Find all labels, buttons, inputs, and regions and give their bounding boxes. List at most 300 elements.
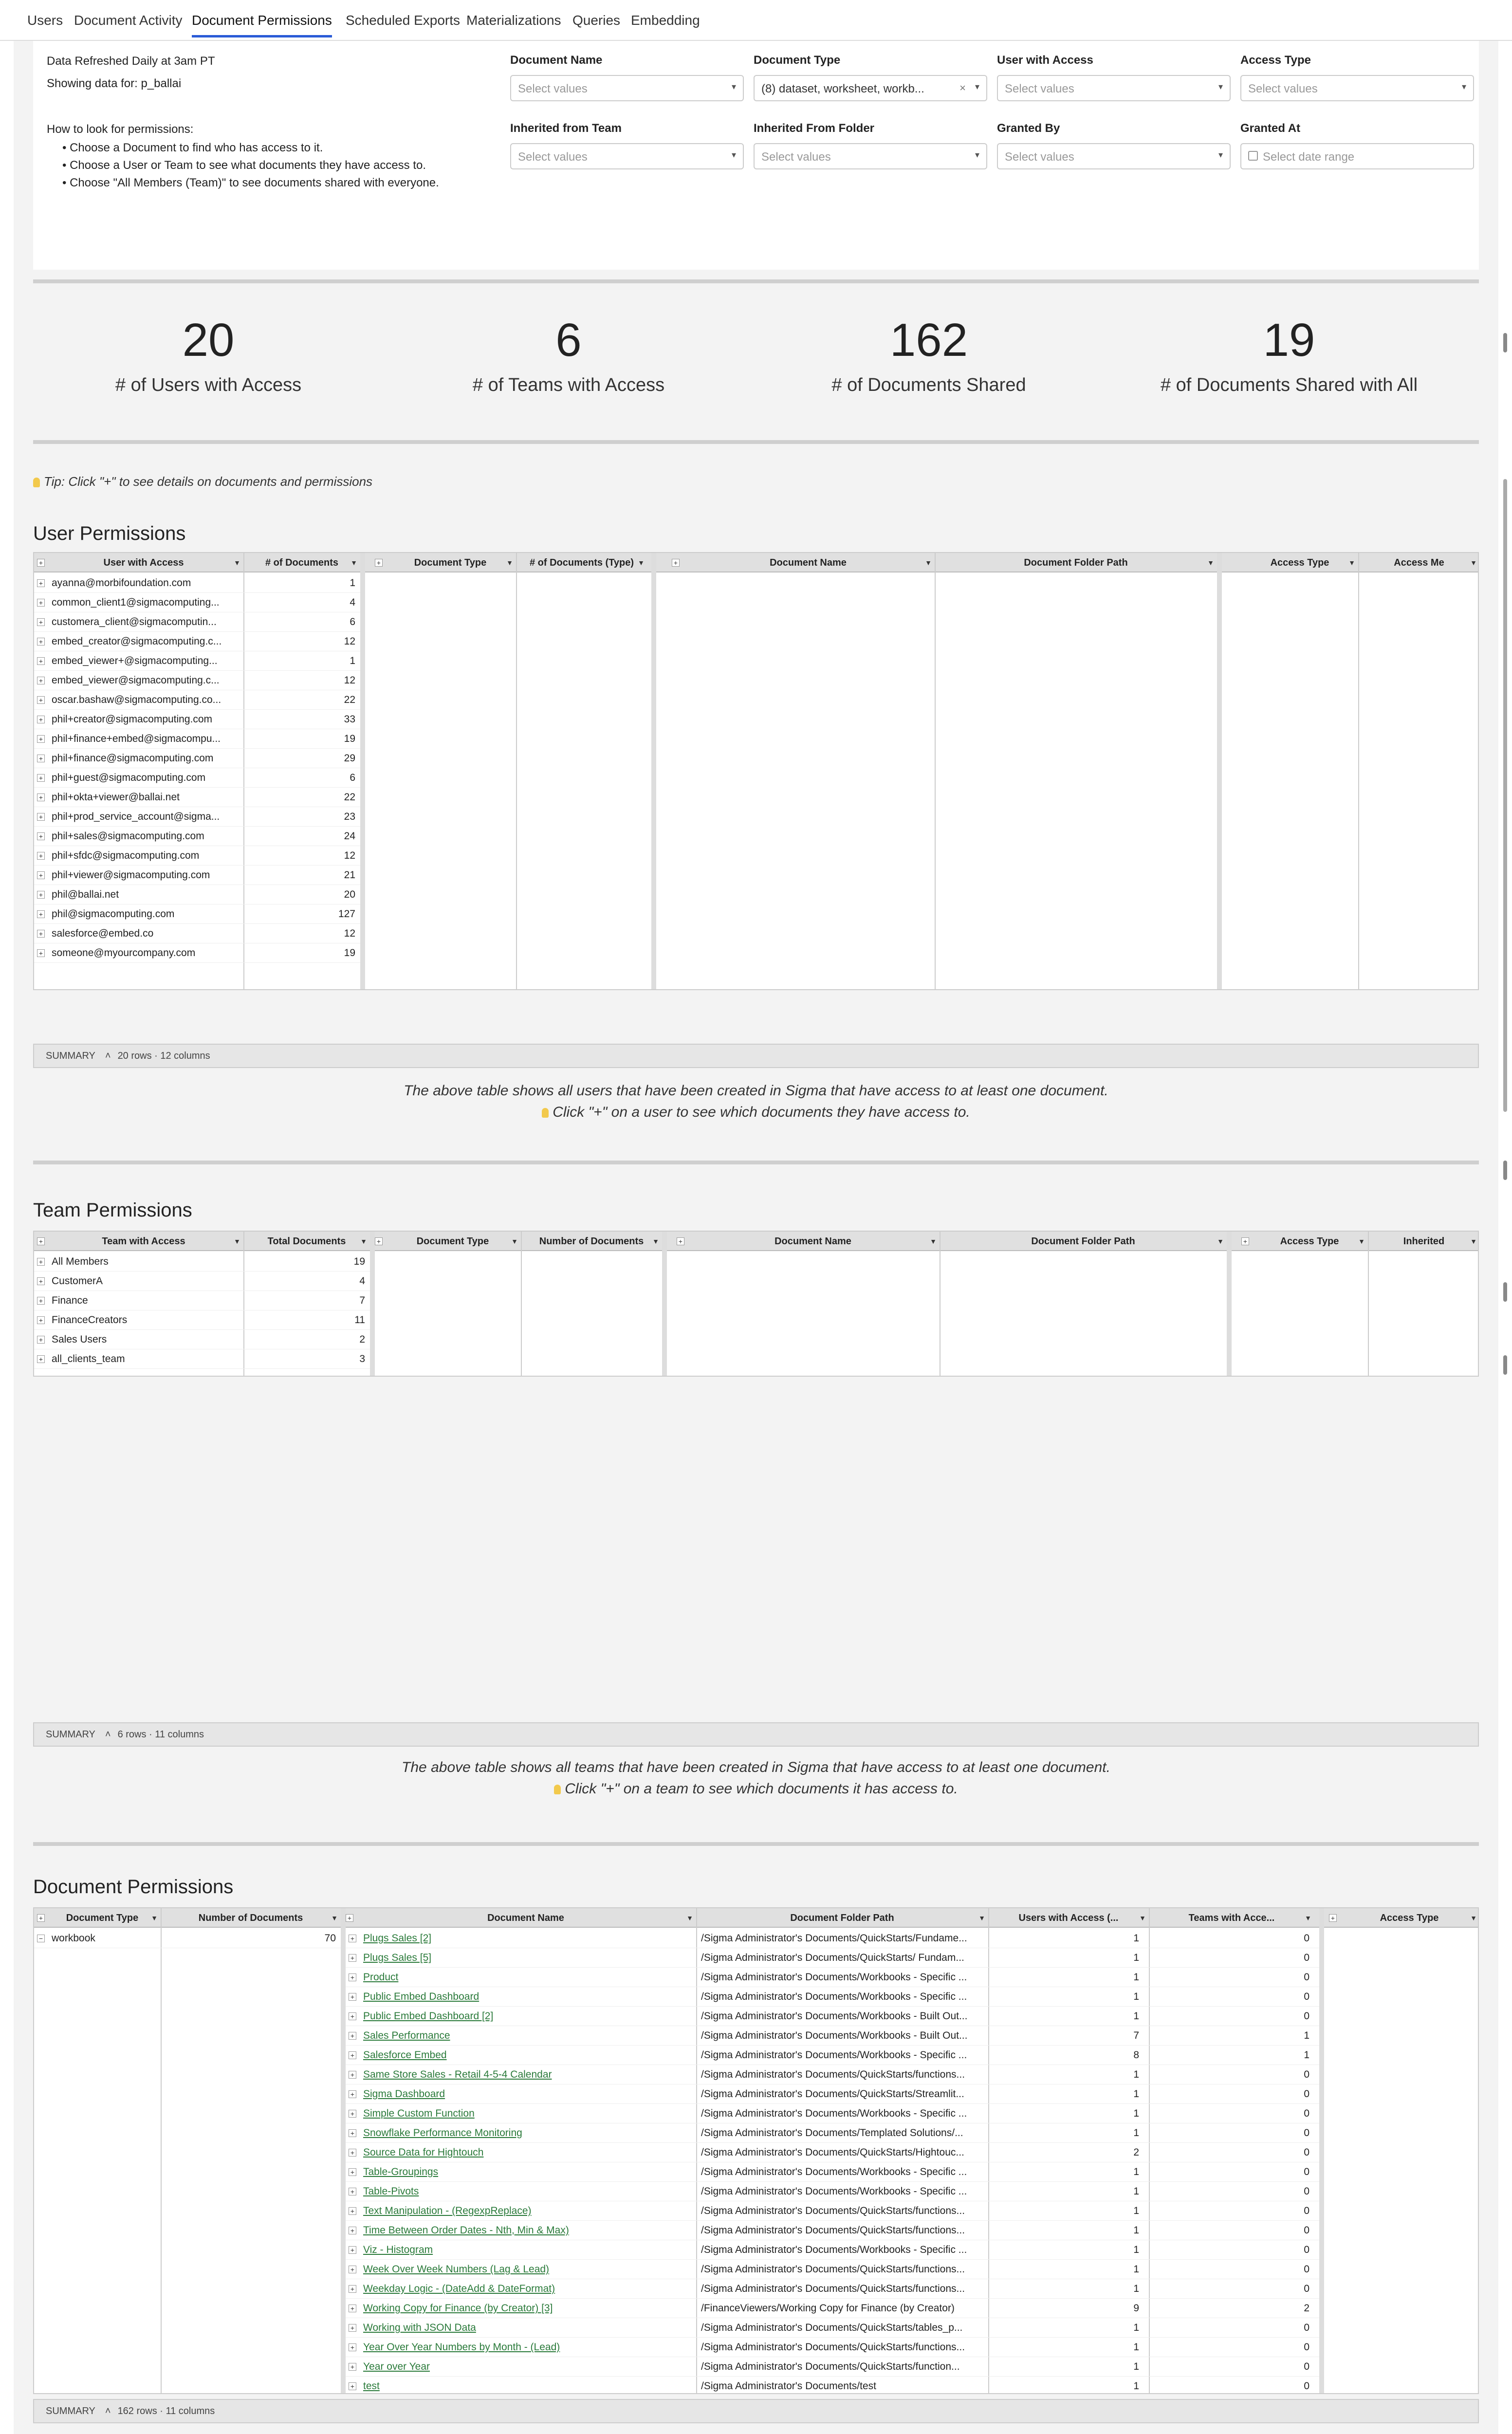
column-title: Total Documents xyxy=(267,1236,346,1247)
table-row[interactable] xyxy=(346,2377,1319,2394)
summary-count: 20 rows · 12 columns xyxy=(117,1051,210,1061)
users-with-access: 1 xyxy=(1133,2283,1139,2294)
users-with-access: 1 xyxy=(1133,2108,1139,2119)
table-row[interactable] xyxy=(346,2143,1319,2162)
expand-icon[interactable]: + xyxy=(349,2305,356,2312)
column-header[interactable] xyxy=(385,1232,521,1251)
expand-icon[interactable]: + xyxy=(349,2324,356,2332)
table-row[interactable] xyxy=(346,1929,1319,1948)
table-row[interactable] xyxy=(346,2240,1319,2260)
column-menu-icon[interactable]: ▼ xyxy=(638,559,645,567)
expand-icon[interactable]: + xyxy=(349,2188,356,2195)
expand-icon[interactable]: + xyxy=(37,677,45,684)
select-value: Select values xyxy=(1005,150,1074,164)
column-header[interactable] xyxy=(44,1232,243,1251)
table-row[interactable] xyxy=(346,2046,1319,2065)
table-row[interactable] xyxy=(346,2279,1319,2299)
teams-with-access: 0 xyxy=(1304,1991,1309,2002)
table-row[interactable] xyxy=(346,2201,1319,2221)
expand-icon[interactable]: + xyxy=(349,1954,356,1962)
column-header[interactable] xyxy=(988,1908,1149,1928)
expand-icon[interactable]: + xyxy=(37,891,45,899)
table-row[interactable] xyxy=(34,1349,370,1369)
user-email: phil+prod_service_account@sigma... xyxy=(52,811,220,822)
vertical-scrollbar[interactable] xyxy=(1503,41,1508,2434)
table-row[interactable] xyxy=(346,2221,1319,2240)
column-menu-icon[interactable]: ▼ xyxy=(331,1914,338,1922)
users-with-access: 1 xyxy=(1133,2186,1139,2197)
expand-icon[interactable]: + xyxy=(349,2032,356,2040)
expand-icon[interactable]: + xyxy=(349,2227,356,2234)
table-row[interactable] xyxy=(34,1272,370,1291)
expand-icon[interactable]: + xyxy=(349,2149,356,2157)
column-header[interactable] xyxy=(516,553,647,572)
teams-with-access: 0 xyxy=(1304,2088,1309,2100)
expand-icon[interactable]: + xyxy=(349,2168,356,2176)
kpi-card xyxy=(754,313,1104,396)
summary-label: SUMMARY xyxy=(46,2406,95,2416)
table-row[interactable] xyxy=(34,573,360,593)
column-header[interactable] xyxy=(243,1232,370,1251)
table-row[interactable] xyxy=(34,593,360,612)
user-email: someone@myourcompany.com xyxy=(52,947,196,959)
table-row[interactable] xyxy=(34,671,360,690)
table-row[interactable] xyxy=(346,2104,1319,2123)
expand-icon[interactable]: + xyxy=(349,2363,356,2371)
expand-all-icon[interactable]: + xyxy=(375,1237,383,1245)
column-group-divider xyxy=(1319,1908,1324,2394)
table-header xyxy=(34,553,1478,572)
column-menu-icon[interactable]: ▼ xyxy=(350,559,357,567)
chevron-up-icon[interactable]: ˄ xyxy=(105,1729,111,1740)
table-header xyxy=(34,1232,1478,1251)
users-with-access: 1 xyxy=(1133,2361,1139,2372)
group-row[interactable] xyxy=(34,1929,341,1948)
table-row[interactable] xyxy=(34,612,360,632)
column-menu-icon[interactable]: ▼ xyxy=(686,1914,693,1922)
table-row[interactable] xyxy=(34,749,360,768)
users-with-access: 7 xyxy=(1133,2030,1139,2041)
table-row[interactable] xyxy=(34,943,360,963)
team-name: CustomerA xyxy=(52,1275,103,1287)
folder-path: /Sigma Administrator's Documents/QuickStarts/functions... xyxy=(701,2283,965,2294)
column-title: User with Access xyxy=(103,557,184,568)
expand-icon[interactable]: + xyxy=(37,871,45,879)
expand-icon[interactable]: + xyxy=(37,755,45,762)
expand-icon[interactable]: + xyxy=(349,1993,356,2001)
column-header[interactable] xyxy=(940,1232,1227,1251)
teams-with-access: 0 xyxy=(1304,2127,1309,2139)
expand-all-icon[interactable]: + xyxy=(1329,1914,1337,1922)
howto-text: Choose a User or Team to see what documents they have access to. xyxy=(70,159,426,172)
column-title: Document Folder Path xyxy=(1024,557,1128,568)
howto-text: Choose "All Members (Team)" to see documents shared with everyone. xyxy=(70,176,439,189)
teams-with-access: 1 xyxy=(1304,2049,1309,2061)
user-email: phil@ballai.net xyxy=(52,889,119,900)
document-name-link[interactable]: Table-Pivots xyxy=(363,2186,419,2197)
table-row[interactable] xyxy=(34,632,360,651)
expand-icon[interactable]: + xyxy=(349,1935,356,1942)
team-permissions-table xyxy=(33,1231,1479,1377)
select-value: (8) dataset, worksheet, workb... xyxy=(761,82,924,95)
expand-icon[interactable]: + xyxy=(349,2110,356,2118)
column-group-divider xyxy=(651,553,656,990)
scrollbar-marker xyxy=(1503,1161,1507,1180)
column-header[interactable] xyxy=(385,553,516,572)
kpi-value: 20 xyxy=(182,314,235,366)
table-row[interactable] xyxy=(346,2065,1319,2084)
user-email: oscar.bashaw@sigmacomputing.co... xyxy=(52,694,221,705)
document-count: 7 xyxy=(359,1295,365,1306)
table-row[interactable] xyxy=(346,2007,1319,2026)
inherited-folder-label: Inherited From Folder xyxy=(754,122,875,135)
document-name-link[interactable]: Year over Year xyxy=(363,2361,430,2372)
column-divider xyxy=(161,1908,162,2394)
document-count: 1 xyxy=(350,655,355,666)
document-type-label: Document Type xyxy=(754,54,841,67)
granted-at-select[interactable] xyxy=(1240,143,1474,169)
user-permissions-table xyxy=(33,552,1479,990)
column-menu-icon[interactable]: ▼ xyxy=(1217,1237,1224,1245)
column-header[interactable] xyxy=(686,1232,940,1251)
caption-text: Click "+" on a team to see which documents it has access to. xyxy=(565,1781,958,1797)
users-with-access: 1 xyxy=(1133,2010,1139,2022)
column-header[interactable] xyxy=(1358,553,1479,572)
column-title: Document Name xyxy=(487,1913,564,1923)
document-count: 12 xyxy=(344,850,355,861)
folder-path: /Sigma Administrator's Documents/QuickStarts/Hightouc... xyxy=(701,2147,964,2158)
folder-path: /Sigma Administrator's Documents/QuickStarts/functions... xyxy=(701,2264,965,2275)
expand-icon[interactable]: + xyxy=(37,638,45,645)
column-menu-icon[interactable]: ▼ xyxy=(151,1914,158,1922)
table-summary-bar[interactable] xyxy=(33,1044,1479,1068)
chevron-down-icon: ▾ xyxy=(975,150,979,160)
document-name-link[interactable]: Weekday Logic - (DateAdd & DateFormat) xyxy=(363,2283,555,2294)
column-header[interactable] xyxy=(682,553,935,572)
tab-document-permissions[interactable]: Document Permissions xyxy=(192,13,332,37)
document-name-link[interactable]: Source Data for Hightouch xyxy=(363,2147,484,2158)
tab-scheduled-exports[interactable]: Scheduled Exports xyxy=(346,13,461,28)
expand-icon[interactable]: + xyxy=(37,1316,45,1324)
expand-icon[interactable]: + xyxy=(37,735,45,743)
table-row[interactable] xyxy=(346,1987,1319,2007)
users-with-access: 1 xyxy=(1133,2069,1139,2080)
expand-icon[interactable]: + xyxy=(37,1355,45,1363)
column-header[interactable] xyxy=(1241,553,1358,572)
column-header[interactable] xyxy=(1251,1232,1368,1251)
section-divider xyxy=(33,1842,1479,1846)
expand-icon[interactable]: + xyxy=(37,716,45,723)
document-name-link[interactable]: Plugs Sales [5] xyxy=(363,1952,432,1963)
column-menu-icon[interactable]: ▼ xyxy=(652,1237,659,1245)
tab-embedding[interactable]: Embedding xyxy=(631,13,700,28)
expand-icon[interactable]: + xyxy=(349,2129,356,2137)
expand-icon[interactable]: + xyxy=(349,1973,356,1981)
table-row[interactable] xyxy=(34,846,360,866)
expand-icon[interactable]: + xyxy=(37,1297,45,1305)
select-value: Select values xyxy=(518,150,588,164)
column-group-divider xyxy=(341,1908,346,2394)
expand-icon[interactable]: + xyxy=(37,696,45,704)
expand-all-icon[interactable]: + xyxy=(672,559,680,567)
select-value: Select values xyxy=(518,82,588,95)
document-count: 1 xyxy=(350,577,355,589)
expand-icon[interactable]: + xyxy=(37,1336,45,1344)
expand-icon[interactable]: + xyxy=(349,2246,356,2254)
table-row[interactable] xyxy=(34,1291,370,1310)
document-type-select[interactable] xyxy=(754,75,987,101)
table-row[interactable] xyxy=(346,2182,1319,2201)
table-row[interactable] xyxy=(34,866,360,885)
tip-label: Tip: Click "+" to see details on documents and permissions xyxy=(44,474,373,489)
table-row[interactable] xyxy=(34,690,360,710)
table-row[interactable] xyxy=(34,885,360,904)
table-row[interactable] xyxy=(346,2084,1319,2104)
column-menu-icon[interactable]: ▼ xyxy=(1305,1914,1311,1922)
document-count: 19 xyxy=(353,1256,365,1267)
expand-icon[interactable]: + xyxy=(349,2071,356,2079)
user-email: phil+finance@sigmacomputing.com xyxy=(52,753,214,764)
column-menu-icon[interactable]: ▼ xyxy=(506,559,513,567)
column-header[interactable] xyxy=(44,1908,161,1928)
column-menu-icon[interactable]: ▼ xyxy=(1348,559,1355,567)
column-menu-icon[interactable]: ▼ xyxy=(1358,1237,1365,1245)
column-header[interactable] xyxy=(935,553,1217,572)
user-email: phil+creator@sigmacomputing.com xyxy=(52,714,213,725)
document-count: 19 xyxy=(344,733,355,744)
table-row[interactable] xyxy=(346,2026,1319,2046)
chevron-up-icon[interactable]: ˄ xyxy=(105,1051,111,1061)
document-name-select[interactable] xyxy=(510,75,744,101)
users-with-access: 1 xyxy=(1133,2225,1139,2236)
table-row[interactable] xyxy=(346,2123,1319,2143)
column-divider xyxy=(521,1232,522,1377)
document-name-link[interactable]: Time Between Order Dates - Nth, Min & Max) xyxy=(363,2225,569,2236)
granted-by-select[interactable] xyxy=(997,143,1231,169)
expand-icon[interactable]: + xyxy=(349,2051,356,2059)
expand-all-icon[interactable]: + xyxy=(375,559,383,567)
select-value: Select values xyxy=(1005,82,1074,95)
expand-all-icon[interactable]: + xyxy=(1241,1237,1249,1245)
user-email: phil+sfdc@sigmacomputing.com xyxy=(52,850,200,861)
inherited-team-select[interactable] xyxy=(510,143,744,169)
document-name-link[interactable]: Sigma Dashboard xyxy=(363,2088,445,2100)
table-summary-bar[interactable] xyxy=(33,1722,1479,1747)
document-name-link[interactable]: Sales Performance xyxy=(363,2030,450,2041)
expand-icon[interactable]: + xyxy=(37,1277,45,1285)
collapse-icon[interactable]: − xyxy=(37,1935,45,1942)
folder-path: /Sigma Administrator's Documents/Workbooks - Specific ... xyxy=(701,1991,967,2002)
access-type-select[interactable] xyxy=(1240,75,1474,101)
column-menu-icon[interactable]: ▼ xyxy=(234,559,240,567)
document-name-link[interactable]: Public Embed Dashboard [2] xyxy=(363,2010,494,2022)
column-menu-icon[interactable]: ▼ xyxy=(511,1237,518,1245)
user-with-access-select[interactable] xyxy=(997,75,1231,101)
expand-all-icon[interactable]: + xyxy=(37,1914,45,1922)
scrollbar-thumb[interactable] xyxy=(1503,479,1507,1112)
howto-item: • Choose "All Members (Team)" to see documents shared with everyone. xyxy=(62,176,439,189)
column-header[interactable] xyxy=(243,553,360,572)
table-row[interactable] xyxy=(346,2318,1319,2338)
howto-item: • Choose a User or Team to see what documents they have access to. xyxy=(62,159,426,172)
column-header[interactable] xyxy=(1368,1232,1479,1251)
kpi-label: # of Teams with Access xyxy=(472,375,665,395)
document-name-link[interactable]: Public Embed Dashboard xyxy=(363,1991,479,2002)
table-row[interactable] xyxy=(34,1330,370,1349)
data-refresh-text: Data Refreshed Daily at 3am PT xyxy=(47,55,215,68)
column-menu-icon[interactable]: ▼ xyxy=(930,1237,937,1245)
document-name-link[interactable]: Snowflake Performance Monitoring xyxy=(363,2127,522,2139)
table-row[interactable] xyxy=(34,710,360,729)
column-menu-icon[interactable]: ▼ xyxy=(925,559,932,567)
table-row[interactable] xyxy=(346,2299,1319,2318)
table-row[interactable] xyxy=(34,729,360,749)
column-title: Access Type xyxy=(1270,557,1329,568)
column-header[interactable] xyxy=(161,1908,341,1928)
inherited-team-label: Inherited from Team xyxy=(510,122,622,135)
chevron-up-icon[interactable]: ˄ xyxy=(105,2406,111,2416)
expand-icon[interactable]: + xyxy=(349,2285,356,2293)
expand-icon[interactable]: + xyxy=(349,2382,356,2390)
document-name-link[interactable]: Plugs Sales [2] xyxy=(363,1933,432,1944)
document-permissions-title: Document Permissions xyxy=(33,1876,234,1898)
column-title: Number of Documents xyxy=(539,1236,644,1247)
expand-icon[interactable]: + xyxy=(37,657,45,665)
folder-path: /Sigma Administrator's Documents/Workbooks - Specific ... xyxy=(701,2186,967,2197)
column-header[interactable] xyxy=(696,1908,988,1928)
column-header[interactable] xyxy=(1149,1908,1314,1928)
expand-icon[interactable]: + xyxy=(37,930,45,938)
document-name-link[interactable]: Viz - Histogram xyxy=(363,2244,433,2255)
table-row[interactable] xyxy=(346,2357,1319,2377)
expand-icon[interactable]: + xyxy=(37,1258,45,1266)
caption-text: Click "+" on a user to see which documents they have access to. xyxy=(553,1104,970,1120)
user-email: embed_viewer@sigmacomputing.c... xyxy=(52,675,220,686)
column-menu-icon[interactable]: ▼ xyxy=(1470,1914,1477,1922)
expand-icon[interactable]: + xyxy=(37,618,45,626)
table-row[interactable] xyxy=(34,768,360,788)
folder-path: /Sigma Administrator's Documents/QuickStarts/function... xyxy=(701,2361,960,2372)
section-divider xyxy=(33,440,1479,444)
teams-with-access: 1 xyxy=(1304,2030,1309,2041)
expand-icon[interactable]: + xyxy=(37,910,45,918)
expand-icon[interactable]: + xyxy=(37,832,45,840)
document-name-link[interactable]: Working with JSON Data xyxy=(363,2322,476,2333)
table-row[interactable] xyxy=(34,651,360,671)
document-count: 6 xyxy=(350,772,355,783)
expand-icon[interactable]: + xyxy=(37,599,45,607)
table-row[interactable] xyxy=(346,2338,1319,2357)
teams-with-access: 0 xyxy=(1304,2361,1309,2372)
users-with-access: 1 xyxy=(1133,2264,1139,2275)
table-summary-bar[interactable] xyxy=(33,2399,1479,2423)
expand-icon[interactable]: + xyxy=(349,2266,356,2273)
tab-materializations[interactable]: Materializations xyxy=(466,13,561,28)
table-row[interactable] xyxy=(346,2260,1319,2279)
summary-label: SUMMARY xyxy=(46,1051,95,1061)
document-name-link[interactable]: Simple Custom Function xyxy=(363,2108,475,2119)
column-menu-icon[interactable]: ▼ xyxy=(234,1237,240,1245)
teams-with-access: 0 xyxy=(1304,2108,1309,2119)
expand-all-icon[interactable]: + xyxy=(346,1914,353,1922)
tab-users[interactable]: Users xyxy=(27,13,63,28)
expand-icon[interactable]: + xyxy=(37,793,45,801)
clear-icon[interactable]: × xyxy=(959,82,966,94)
column-header[interactable] xyxy=(355,1908,696,1928)
document-name-link[interactable]: Product xyxy=(363,1972,399,1983)
column-menu-icon[interactable]: ▼ xyxy=(978,1914,985,1922)
table-row[interactable] xyxy=(34,1310,370,1330)
document-count: 12 xyxy=(344,928,355,939)
table-row[interactable] xyxy=(346,2162,1319,2182)
column-menu-icon[interactable]: ▼ xyxy=(1470,1237,1477,1245)
column-header[interactable] xyxy=(1339,1908,1479,1928)
table-row[interactable] xyxy=(34,924,360,943)
expand-all-icon[interactable]: + xyxy=(677,1237,684,1245)
expand-icon[interactable]: + xyxy=(349,2012,356,2020)
expand-all-icon[interactable]: + xyxy=(37,559,45,567)
table-row[interactable] xyxy=(346,1968,1319,1987)
tab-document-activity[interactable]: Document Activity xyxy=(74,13,183,28)
table-row[interactable] xyxy=(34,788,360,807)
document-name-link[interactable]: Working Copy for Finance (by Creator) [3] xyxy=(363,2303,553,2314)
expand-icon[interactable]: + xyxy=(37,949,45,957)
page-canvas xyxy=(14,41,1498,2434)
expand-icon[interactable]: + xyxy=(37,852,45,860)
document-name-link[interactable]: Year Over Year Numbers by Month - (Lead) xyxy=(363,2342,560,2353)
column-menu-icon[interactable]: ▼ xyxy=(1207,559,1214,567)
section-divider xyxy=(33,1161,1479,1164)
folder-path: /Sigma Administrator's Documents/QuickStarts/Fundame... xyxy=(701,1933,967,1944)
document-name-link[interactable]: test xyxy=(363,2380,380,2392)
expand-icon[interactable]: + xyxy=(37,774,45,782)
column-title: Access Type xyxy=(1380,1913,1439,1923)
column-menu-icon[interactable]: ▼ xyxy=(1470,559,1477,567)
table-row[interactable] xyxy=(346,1948,1319,1968)
expand-all-icon[interactable]: + xyxy=(37,1237,45,1245)
column-menu-icon[interactable]: ▼ xyxy=(1139,1914,1146,1922)
column-menu-icon[interactable]: ▼ xyxy=(360,1237,367,1245)
table-row[interactable] xyxy=(34,1252,370,1272)
tab-queries[interactable]: Queries xyxy=(572,13,621,28)
expand-icon[interactable]: + xyxy=(349,2343,356,2351)
kpi-card xyxy=(33,313,384,396)
table-row[interactable] xyxy=(34,807,360,827)
document-name-link[interactable]: Text Manipulation - (RegexpReplace) xyxy=(363,2205,532,2216)
document-count: 23 xyxy=(344,811,355,822)
users-with-access: 8 xyxy=(1133,2049,1139,2061)
expand-icon[interactable]: + xyxy=(349,2207,356,2215)
column-header[interactable] xyxy=(44,553,243,572)
table-row[interactable] xyxy=(34,827,360,846)
expand-icon[interactable]: + xyxy=(349,2090,356,2098)
expand-icon[interactable]: + xyxy=(37,813,45,821)
column-title: Users with Access (... xyxy=(1018,1913,1119,1923)
document-name-link[interactable]: Same Store Sales - Retail 4-5-4 Calendar xyxy=(363,2069,552,2080)
document-name-link[interactable]: Table-Groupings xyxy=(363,2166,439,2177)
document-name-link[interactable]: Salesforce Embed xyxy=(363,2049,447,2061)
table-row[interactable] xyxy=(34,904,360,924)
document-name-link[interactable]: Week Over Week Numbers (Lag & Lead) xyxy=(363,2264,550,2275)
expand-icon[interactable]: + xyxy=(37,579,45,587)
top-navigation xyxy=(0,0,1512,41)
document-count: 29 xyxy=(344,753,355,764)
folder-path: /Sigma Administrator's Documents/QuickStarts/functions... xyxy=(701,2225,965,2236)
folder-path: /Sigma Administrator's Documents/Workbooks - Built Out... xyxy=(701,2010,968,2022)
column-header[interactable] xyxy=(521,1232,662,1251)
folder-path: /Sigma Administrator's Documents/Workbooks - Specific ... xyxy=(701,2108,967,2119)
inherited-folder-select[interactable] xyxy=(754,143,987,169)
